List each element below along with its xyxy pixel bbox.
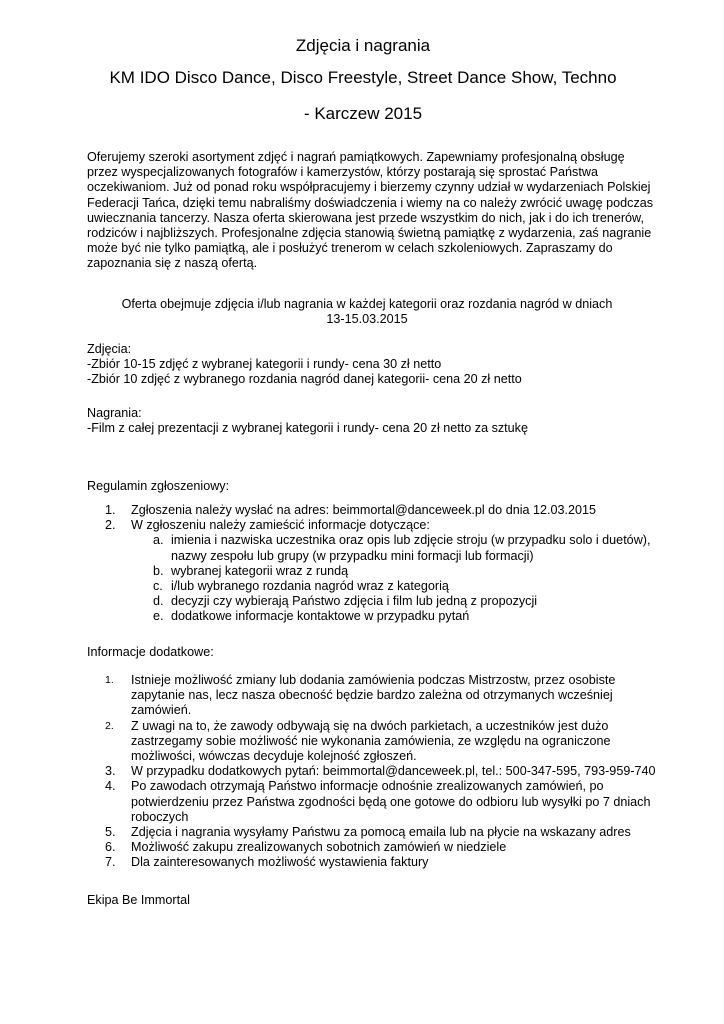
info-item-text: Z uwagi na to, że zawody odbywają się na dwóch parkietach, a uczestników jest dużo: [131, 718, 609, 733]
list-number: 4.: [105, 779, 116, 794]
intro-line: uwiecznania tancerzy. Nasza oferta skierowana jest przede wszystkim do nich, jak i do ich trenerów,: [87, 210, 644, 225]
signature: Ekipa Be Immortal: [87, 893, 190, 907]
rules-item-text: Zgłoszenia należy wysłać na adres: beimmortal@danceweek.pl do dnia 12.03.2015: [131, 503, 597, 517]
document-title: Zdjęcia i nagrania: [295, 36, 431, 55]
list-number: 2.: [105, 518, 116, 533]
info-item-text: Dla zainteresowanych możliwość wystawienia faktury: [131, 855, 429, 870]
info-item-text: W przypadku dodatkowych pytań: beimmortal@danceweek.pl, tel.: 500-347-595, 793-959-740: [131, 764, 656, 779]
info-list: [105, 673, 665, 871]
list-number: 2.: [105, 719, 114, 732]
videos-price-item: -Film z całej prezentacji z wybranej kategorii i rundy- cena 20 zł netto za sztukę: [87, 421, 528, 436]
sublist-letter: d.: [153, 594, 164, 609]
videos-section: [87, 406, 647, 436]
sublist-text: decyzji czy wybierają Państwo zdjęcia i film lub jedną z propozycji: [171, 594, 538, 609]
sublist-item: [131, 594, 665, 609]
intro-line: może być nie tylko pamiątką, ale i posłużyć trenerom w celach szkoleniowych. Zapraszamy do: [87, 241, 613, 256]
list-number: 1.: [105, 503, 116, 517]
list-item: [105, 840, 665, 855]
list-item: [105, 518, 665, 624]
intro-line: Oferujemy szeroki asortyment zdjęć i nagrań pamiątkowych. Zapewniamy profesjonalną obsługę: [87, 150, 625, 164]
info-item-text: zastrzegamy sobie możliwość nie wykonania zamówienia, ze względu na ograniczone: [131, 733, 611, 748]
sublist-letter: e.: [153, 609, 164, 624]
sublist-text: nazwy zespołu lub grupy (w przypadku mini formacji lub formacji): [171, 548, 534, 563]
list-number: 1.: [105, 674, 114, 686]
list-number: 3.: [105, 764, 116, 779]
list-item: [105, 719, 665, 765]
intro-paragraph: [87, 150, 654, 272]
info-item-text: zapytanie nas, lecz nasza obecność będzie bardzo zależna od otrzymanych wcześniej: [131, 688, 613, 703]
offer-date: 13-15.03.2015: [326, 312, 408, 327]
sublist-letter: c.: [153, 579, 163, 594]
rules-sublist: [131, 533, 665, 624]
offer-line: Oferta obejmuje zdjęcia i/lub nagrania w każdej kategorii oraz rozdania nagród w dniach: [121, 297, 613, 311]
info-item-text: Możliwość zakupu zrealizowanych sobotnich zamówień w niedziele: [131, 840, 507, 855]
event-title: KM IDO Disco Dance, Disco Freestyle, Street Dance Show, Techno: [109, 68, 617, 87]
sublist-letter: a.: [153, 533, 164, 548]
intro-line: rodziców i najbliższych. Profesjonalne zdjęcia stanowią świetną pamiątkę z wydarzenia, zaś nagranie: [87, 226, 652, 241]
sublist-item: [131, 564, 665, 579]
list-item: [105, 503, 665, 518]
photos-price-item: -Zbiór 10 zdjęć z wybranego rozdania nagród danej kategorii- cena 20 zł netto: [87, 372, 522, 387]
sublist-text: dodatkowe informacje kontaktowe w przypadku pytań: [171, 609, 470, 624]
rules-list: [105, 503, 665, 625]
list-item: [105, 779, 665, 825]
intro-line: Federacji Tańca, dzięki temu nabraliśmy doświadczenia i wiemy na co należy zwrócić uwagę podczas: [87, 195, 654, 210]
list-number: 6.: [105, 840, 116, 855]
list-item: [105, 673, 665, 719]
intro-line: zapoznania się z naszą ofertą.: [87, 256, 258, 271]
rules-item-text: W zgłoszeniu należy zamieścić informacje dotyczące:: [131, 518, 430, 533]
photos-price-item: -Zbiór 10-15 zdjęć z wybranej kategorii i rundy- cena 30 zł netto: [87, 357, 442, 372]
sublist-item: [131, 579, 665, 594]
info-item-text: Zdjęcia i nagrania wysyłamy Państwu za pomocą emaila lub na płycie na wskazany adres: [131, 825, 631, 840]
info-item-text: możliwości, wówczas decyduje kolejność zgłoszeń.: [131, 749, 417, 764]
photos-section: [87, 342, 647, 388]
videos-heading: Nagrania:: [87, 406, 142, 420]
event-subtitle: - Karczew 2015: [303, 104, 423, 123]
photos-heading: Zdjęcia:: [87, 342, 132, 356]
list-item: [105, 764, 665, 779]
intro-line: oczekiwaniom. Już od ponad roku współpracujemy i bierzemy czynny udział w wydarzeniach Polskiej: [87, 180, 651, 195]
sublist-item: [131, 609, 665, 624]
sublist-text: imienia i nazwiska uczestnika oraz opis lub zdjęcie stroju (w przypadku solo i duetów),: [171, 533, 651, 548]
intro-line: przez wyspecjalizowanych fotografów i kamerzystów, którzy postarają się sprostać Państwa: [87, 165, 598, 180]
info-item-text: roboczych: [131, 809, 189, 824]
info-item-text: Istnieje możliwość zmiany lub dodania zamówienia podczas Mistrzostw, przez osobiste: [131, 673, 616, 687]
sublist-text: wybranej kategorii wraz z rundą: [171, 563, 349, 578]
list-item: [105, 825, 665, 840]
offer-paragraph: [87, 297, 647, 327]
info-item-text: potwierdzeniu przez Państwa zgodności będą one gotowe do odbioru lub wysyłki po 7 dniach: [131, 794, 651, 809]
list-number: 5.: [105, 825, 116, 840]
sublist-text: i/lub wybranego rozdania nagród wraz z kategorią: [171, 579, 449, 594]
info-item-text: zamówień.: [131, 703, 192, 718]
sublist-item: [131, 533, 665, 563]
info-heading: Informacje dodatkowe:: [87, 645, 214, 659]
list-item: [105, 855, 665, 870]
sublist-letter: b.: [153, 563, 164, 578]
rules-heading: Regulamin zgłoszeniowy:: [87, 479, 230, 493]
list-number: 7.: [105, 855, 116, 870]
info-item-text: Po zawodach otrzymają Państwo informacje odnośnie zrealizowanych zamówień, po: [131, 779, 604, 794]
